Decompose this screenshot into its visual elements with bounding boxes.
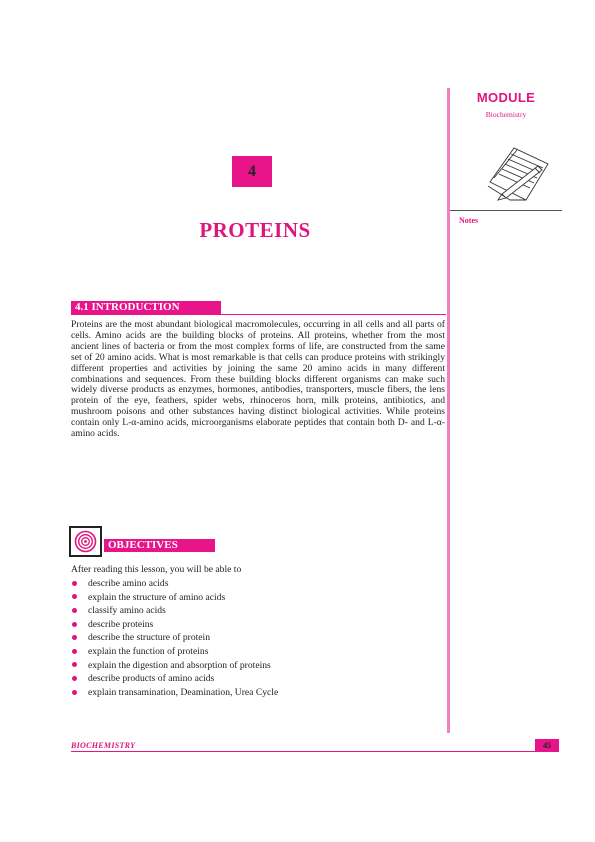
bullet-icon	[72, 581, 77, 586]
notes-divider	[450, 210, 562, 211]
module-subtitle: Biochemistry	[485, 110, 527, 119]
section-underline	[71, 314, 446, 315]
bullet-icon	[72, 635, 77, 640]
footer-subject: BIOCHEMISTRY	[71, 741, 136, 750]
bullet-icon	[72, 649, 77, 654]
bullet-icon	[72, 676, 77, 681]
target-icon	[69, 526, 102, 557]
objectives-list	[71, 577, 278, 699]
list-item: describe the structure of protein	[71, 631, 278, 645]
list-item: describe products of amino acids	[71, 672, 278, 686]
section-heading-objectives: OBJECTIVES	[104, 539, 215, 552]
list-item: describe amino acids	[71, 577, 278, 591]
footer-rule	[71, 751, 559, 752]
list-item: classify amino acids	[71, 604, 278, 618]
chapter-title: PROTEINS	[199, 218, 311, 242]
margin-rule	[447, 88, 450, 733]
chapter-number: 4	[232, 156, 272, 187]
list-item: explain the structure of amino acids	[71, 591, 278, 605]
bullet-icon	[72, 662, 77, 667]
page-number: 45	[535, 739, 559, 751]
module-title: MODULE	[476, 90, 536, 105]
list-item: describe proteins	[71, 618, 278, 632]
list-item: explain the digestion and absorption of proteins	[71, 659, 278, 673]
notepad-pencil-icon	[480, 142, 552, 204]
section-heading-introduction: 4.1 INTRODUCTION	[71, 301, 221, 314]
introduction-paragraph: Proteins are the most abundant biological macromolecules, occurring in all cells and all parts of cells. Amino acids are the building blocks of proteins. All proteins, whether from the most ancient lines of bacteria or from the most complex forms of life, are constructed from the same set of 20 amino acids. What is most remarkable is that cells can produce proteins with strikingly different properties and activities by joining the same 20 amino acids in many different combinations and sequences. From these building blocks different organisms can make such widely diverse products as enzymes, hormones, antibodies, transporters, muscle fibers, the lens protein of the eye, feathers, spider webs, rhinoceros horn, milk proteins, antibiotics, and mushroom poisons and other substances having distinct biological activities. While proteins contain only L-α-amino acids, microorganisms elaborate peptides that contain both D- and L-α-amino acids.	[71, 319, 445, 440]
bullet-icon	[72, 690, 77, 695]
list-item: explain the function of proteins	[71, 645, 278, 659]
objectives-intro: After reading this lesson, you will be able to	[71, 564, 242, 575]
bullet-icon	[72, 622, 77, 627]
list-item: explain transamination, Deamination, Urea Cycle	[71, 686, 278, 700]
bullet-icon	[72, 594, 77, 599]
bullet-icon	[72, 608, 77, 613]
notes-label: Notes	[459, 216, 479, 225]
